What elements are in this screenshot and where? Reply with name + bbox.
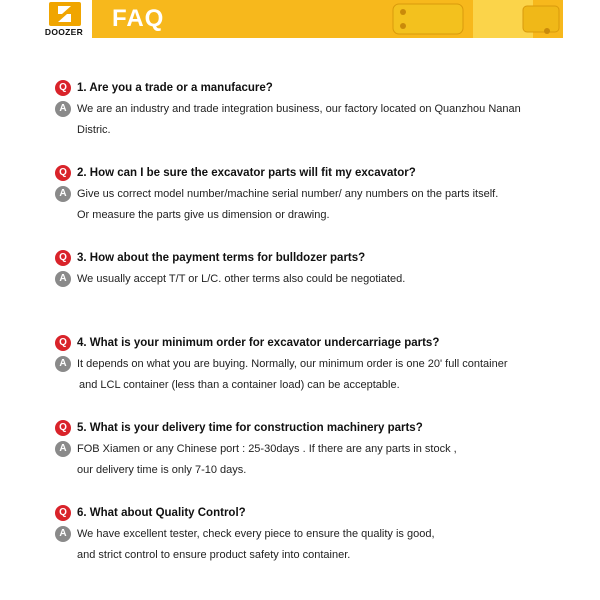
faq-item-2 [55, 162, 555, 247]
faq-item-1 [55, 77, 555, 162]
answer-text: We have excellent tester, check every piece to ensure the quality is good, [77, 527, 435, 540]
answer-badge-icon: A [55, 441, 71, 457]
answer-badge-icon: A [55, 186, 71, 202]
doozer-logo-icon [49, 2, 81, 26]
question-badge-icon: Q [55, 165, 71, 181]
faq-item-6 [55, 502, 555, 587]
faq-item-3 [55, 247, 555, 332]
answer-badge-icon: A [55, 271, 71, 287]
question-text: 2. How can I be sure the excavator parts will fit my excavator? [77, 166, 416, 179]
question-text: 3. How about the payment terms for bulldozer parts? [77, 251, 366, 264]
answer-text: FOB Xiamen or any Chinese port : 25-30days . If there are any parts in stock , [77, 442, 457, 455]
answer-badge-icon: A [55, 526, 71, 542]
question-badge-icon: Q [55, 80, 71, 96]
faq-item-5 [55, 417, 555, 502]
answer-text-continued: and LCL container (less than a container load) can be acceptable. [79, 378, 400, 391]
answer-text-continued: Distric. [77, 123, 111, 136]
question-badge-icon: Q [55, 505, 71, 521]
question-badge-icon: Q [55, 250, 71, 266]
answer-text: We are an industry and trade integration business, our factory located on Quanzhou Nanan [77, 102, 521, 115]
answer-text: It depends on what you are buying. Normally, our minimum order is one 20' full container [77, 357, 508, 370]
faq-header-banner [36, 0, 563, 38]
answer-text: Give us correct model number/machine serial number/ any numbers on the parts itself. [77, 187, 499, 200]
question-text: 6. What about Quality Control? [77, 506, 246, 519]
answer-text-continued: and strict control to ensure product safety into container. [77, 548, 351, 561]
faq-item-4 [55, 332, 555, 417]
question-text: 5. What is your delivery time for construction machinery parts? [77, 421, 423, 434]
answer-text-continued: our delivery time is only 7-10 days. [77, 463, 247, 476]
brand-name: DOOZER [44, 27, 84, 37]
brand-logo [36, 0, 92, 38]
question-badge-icon: Q [55, 420, 71, 436]
answer-badge-icon: A [55, 101, 71, 117]
machinery-part-image [373, 0, 563, 38]
faq-list [55, 77, 555, 587]
question-badge-icon: Q [55, 335, 71, 351]
page-title: FAQ [112, 5, 165, 32]
question-text: 4. What is your minimum order for excavator undercarriage parts? [77, 336, 440, 349]
answer-text-continued: Or measure the parts give us dimension or drawing. [77, 208, 330, 221]
question-text: 1. Are you a trade or a manufacure? [77, 81, 273, 94]
answer-badge-icon: A [55, 356, 71, 372]
answer-text: We usually accept T/T or L/C. other terms also could be negotiated. [77, 272, 406, 285]
